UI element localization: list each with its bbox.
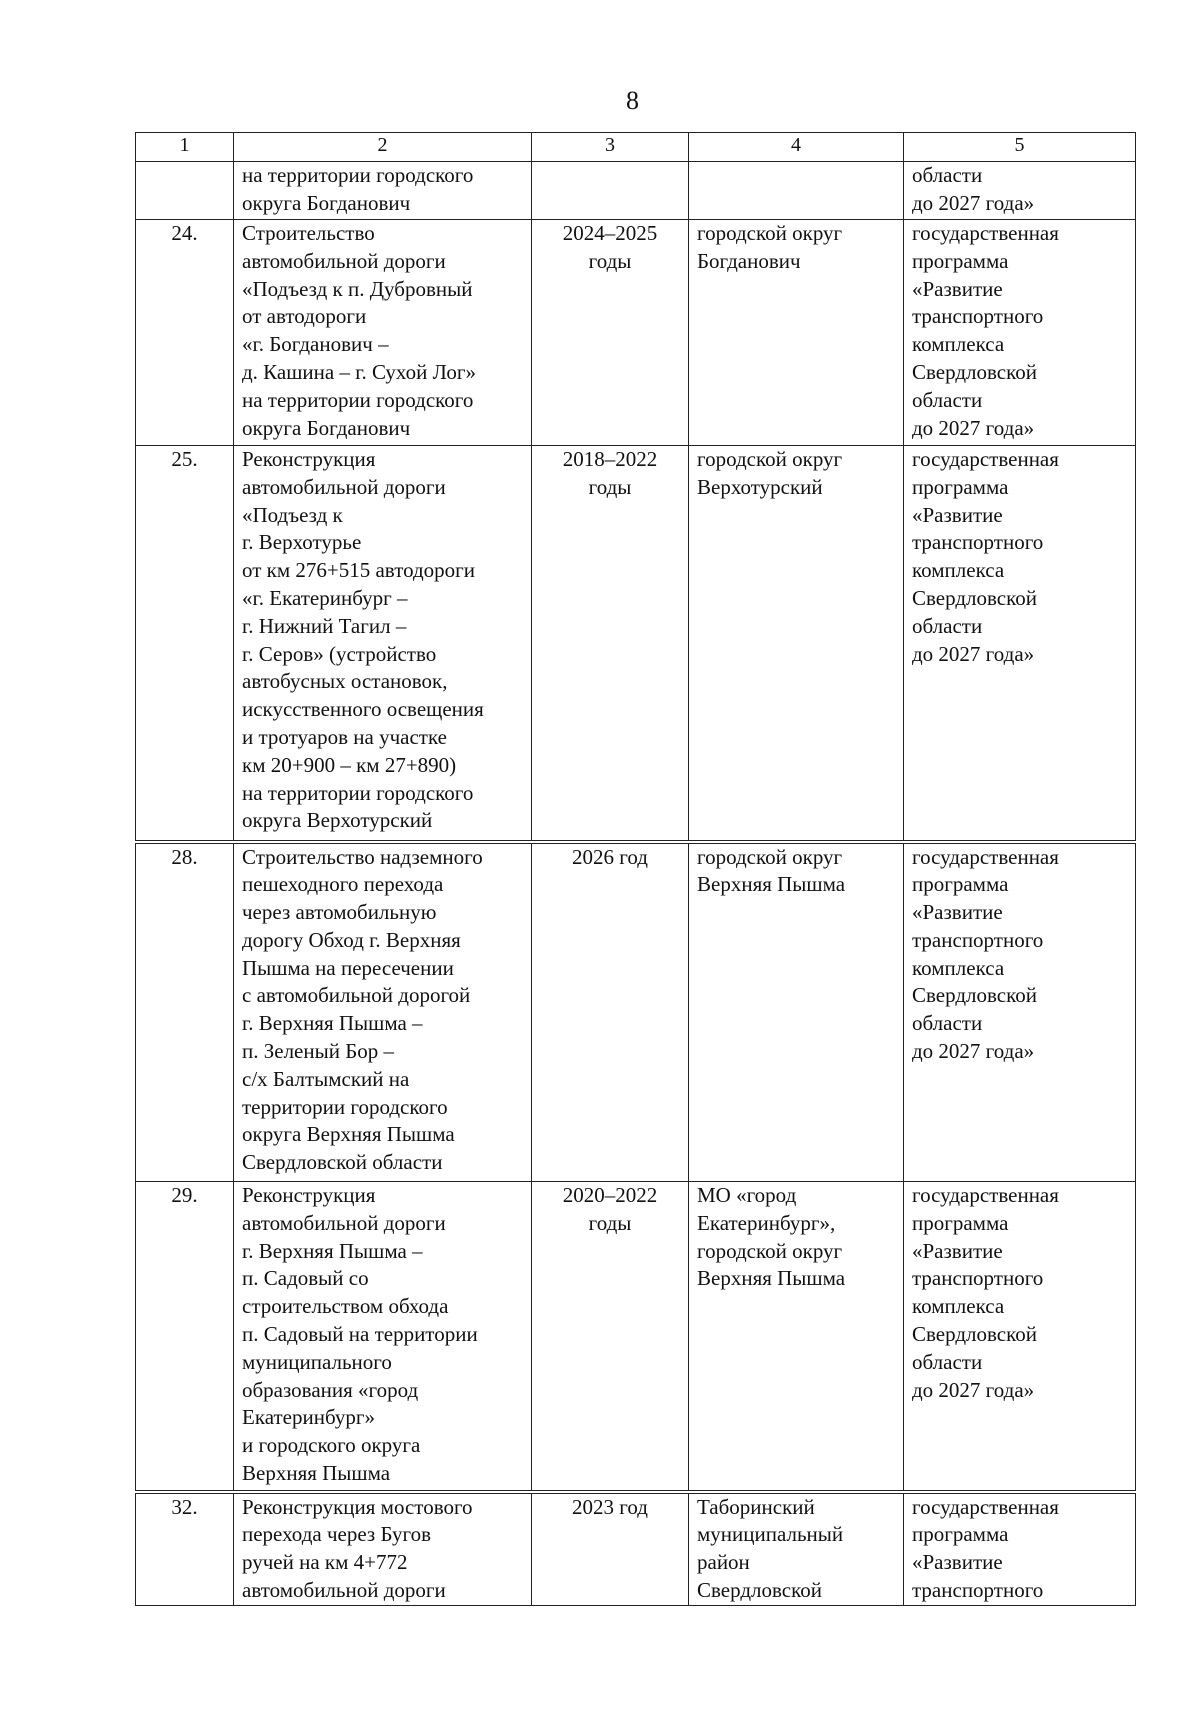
row-number: 32. — [136, 1492, 234, 1606]
table-row — [136, 220, 1136, 446]
program: государственная программа «Развитие транспортного комплекса Свердловской области до 2027 года» — [904, 842, 1136, 1182]
table-header-row — [136, 133, 1136, 162]
municipality: городской округ Верхняя Пышма — [689, 842, 904, 1182]
row-number: 29. — [136, 1182, 234, 1492]
program: государственная программа «Развитие транспортного комплекса Свердловской области до 2027 года» — [904, 1182, 1136, 1492]
row-number: 24. — [136, 220, 234, 446]
period: 2024–2025 годы — [532, 220, 689, 446]
period: 2020–2022 годы — [532, 1182, 689, 1492]
column-header: 5 — [904, 133, 1136, 162]
table-row — [136, 842, 1136, 1182]
row-number: 28. — [136, 842, 234, 1182]
row-number: 25. — [136, 446, 234, 842]
municipality: городской округ Богданович — [689, 220, 904, 446]
object-name: на территории городского округа Богданович — [234, 162, 532, 220]
period — [532, 162, 689, 220]
program: государственная программа «Развитие транспортного — [904, 1492, 1136, 1606]
object-name: Реконструкция автомобильной дороги «Подъезд к г. Верхотурье от км 276+515 автодороги «г. Екатеринбург – г. Нижний Тагил – г. Серов» (устройство автобусных остановок, искусственного освещения и тротуаров на участке км 20+900 – км 27+890) на территории городского округа Верхотурский — [234, 446, 532, 842]
table-row — [136, 162, 1136, 220]
page-number: 8 — [626, 86, 639, 115]
municipality: городской округ Верхотурский — [689, 446, 904, 842]
period: 2023 год — [532, 1492, 689, 1606]
municipality: МО «город Екатеринбург», городской округ Верхняя Пышма — [689, 1182, 904, 1492]
table-row — [136, 1492, 1136, 1606]
column-header: 1 — [136, 133, 234, 162]
program: государственная программа «Развитие транспортного комплекса Свердловской области до 2027 года» — [904, 220, 1136, 446]
column-header: 3 — [532, 133, 689, 162]
column-header: 2 — [234, 133, 532, 162]
period: 2026 год — [532, 842, 689, 1182]
period: 2018–2022 годы — [532, 446, 689, 842]
projects-table — [135, 132, 1136, 1606]
program: государственная программа «Развитие транспортного комплекса Свердловской области до 2027 года» — [904, 446, 1136, 842]
municipality: Таборинский муниципальный район Свердловской — [689, 1492, 904, 1606]
object-name: Реконструкция мостового перехода через Бугов ручей на км 4+772 автомобильной дороги — [234, 1492, 532, 1606]
table-row — [136, 446, 1136, 842]
object-name: Строительство автомобильной дороги «Подъезд к п. Дубровный от автодороги «г. Богданович – д. Кашина – г. Сухой Лог» на территории городского округа Богданович — [234, 220, 532, 446]
row-number — [136, 162, 234, 220]
object-name: Строительство надземного пешеходного перехода через автомобильную дорогу Обход г. Верхняя Пышма на пересечении с автомобильной дорогой г. Верхняя Пышма – п. Зеленый Бор – с/х Балтымский на территории городского округа Верхняя Пышма Свердловской области — [234, 842, 532, 1182]
program: области до 2027 года» — [904, 162, 1136, 220]
object-name: Реконструкция автомобильной дороги г. Верхняя Пышма – п. Садовый со строительством обхода п. Садовый на территории муниципального образования «город Екатеринбург» и городского округа Верхняя Пышма — [234, 1182, 532, 1492]
table-row — [136, 1182, 1136, 1492]
municipality — [689, 162, 904, 220]
column-header: 4 — [689, 133, 904, 162]
